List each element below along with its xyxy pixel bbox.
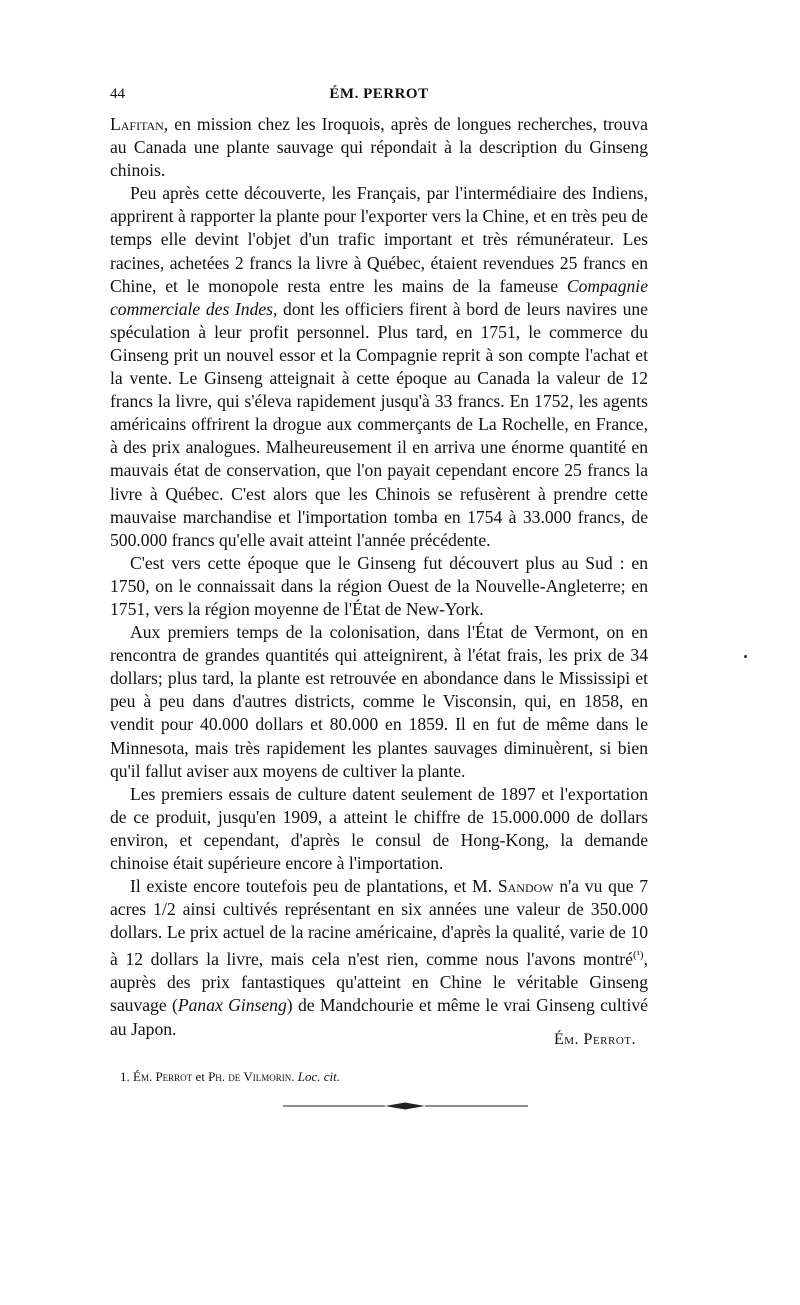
author-name-lafitan: Lafitan <box>110 114 164 134</box>
paragraph-3: C'est vers cette époque que le Ginseng fut découvert plus au Sud : en 1750, on le connaissait dans la région Ouest de la Nouvelle-Angleterre; en 1751, vers la région moyenne de l'État de New-York. <box>110 552 648 619</box>
footnote-authors-2: Ph. de Vilmorin <box>208 1069 292 1084</box>
author-signature: Ém. Perrot. <box>554 1031 637 1048</box>
paragraph-2 <box>110 182 648 552</box>
paragraph-5: Les premiers essais de culture datent seulement de 1897 et l'exportation de ce produit, jusqu'en 1909, a atteint le chiffre de 15.000.000 de dollars environ, et cependant, d'après le consul de Hong-Kong, la demande chinoise était supérieure encore à l'importation. <box>110 783 648 873</box>
paragraph-6-text-c: , auprès des prix fantastiques qu'atteint en Chine le véritable Ginseng sauvage ( <box>110 949 648 1016</box>
footnote-authors: Ém. Perrot <box>133 1069 193 1084</box>
company-name-italic: Compagnie commerciale des Indes <box>110 275 648 319</box>
end-ornament <box>283 1100 528 1112</box>
page-number: 44 <box>110 86 125 102</box>
paragraph-1 <box>110 113 648 182</box>
running-head: ÉM. PERROT <box>329 86 429 102</box>
footnote-connector: et <box>192 1069 209 1084</box>
page-header <box>110 86 648 108</box>
paragraph-6 <box>110 875 648 1041</box>
paragraph-1-text: , en mission chez les Iroquois, après de longues recherches, trouva au Canada une plante sauvage qui répondait à la description du Ginseng chinois. <box>110 114 648 181</box>
footnote-reference: (¹) <box>632 949 644 962</box>
footnote-citation: Loc. cit. <box>297 1069 340 1084</box>
species-name-italic: Panax Ginseng <box>177 995 287 1016</box>
paragraph-6-text-a: Il existe encore toutefois peu de plantations, et M. <box>130 876 498 897</box>
print-speck <box>744 655 747 658</box>
paragraph-2-text-a: Peu après cette découverte, les Français, par l'intermédiaire des Indiens, apprirent à rapporter la plante pour l'exporter vers la Chine, et en très peu de temps elle devint l'objet d'un trafic important et très rémunérateur. Les racines, achetées 2 francs la livre à Québec, étaient revendues 25 francs en Chine, et le monopole resta entre les mains de la fameuse <box>110 183 648 296</box>
body-text <box>110 113 648 1041</box>
paragraph-2-text-b: , dont les officiers firent à bord de leurs navires une spéculation à leur profit personnel. Plus tard, en 1751, le commerce du Ginseng prit un nouvel essor et la Compagnie reprit à son compte l'achat et la vente. Le Ginseng atteignait à cette époque au Canada la valeur de 12 francs la livre, qui s'éleva rapidement jusqu'à 33 francs. En 1752, les agents américains offrirent la drogue aux commerçants de La Rochelle, en France, à des prix analogues. Malheureusement il en arriva une énorme quantité en mauvais état de conservation, que l'on payait cependant encore 25 francs la livre à Québec. C'est alors que les Chinois se refusèrent à prendre cette mauvaise marchandise et l'importation tomba en 1754 à 33.000 francs, de 500.000 francs qu'elle avait atteint l'année précédente. <box>110 298 648 550</box>
paragraph-6-text-d: ) de Mandchourie et même le vrai Ginseng cultivé au Japon. <box>110 995 648 1039</box>
footnote-separator: . <box>291 1069 298 1084</box>
ornament-rule-icon <box>283 1100 528 1112</box>
footnote <box>120 1069 340 1085</box>
footnote-number: 1. <box>120 1069 130 1084</box>
paragraph-6-text-b: n'a vu que 7 acres 1/2 ainsi cultivés représentant en six années une valeur de 350.000 dollars. Le prix actuel de la racine américaine, d'après la qualité, varie de 10 à 12 dollars la livre, mais cela n'est rien, comme nous l'avons montré <box>110 876 648 970</box>
author-name-sandow: Sandow <box>497 876 554 897</box>
paragraph-4: Aux premiers temps de la colonisation, dans l'État de Vermont, on en rencontra de grandes quantités qui atteignirent, à l'état frais, les prix de 34 dollars; plus tard, la plante est retrouvée en abondance dans le Mississipi et peu à peu dans d'autres districts, comme le Visconsin, qui, en 1858, en vendit pour 40.000 dollars et 80.000 en 1859. Il en fut de même dans le Minnesota, mais très rapidement les plantes sauvages diminuèrent, si bien qu'il fallut aviser aux moyens de cultiver la plante. <box>110 622 648 781</box>
